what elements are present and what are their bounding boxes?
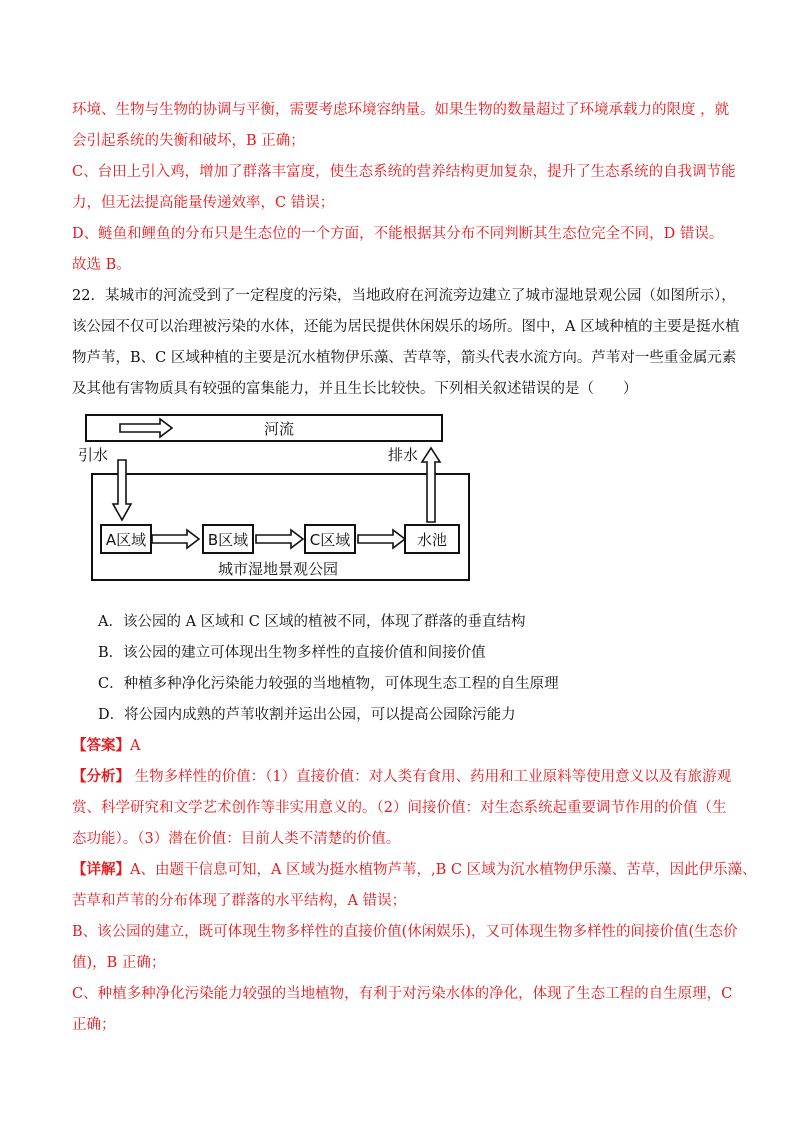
analysis-tag: 【分析】	[72, 768, 130, 785]
answer-line	[72, 736, 140, 756]
pond-box: 水池	[404, 524, 460, 554]
question-stem: 该公园不仅可以治理被污染的水体，还能为居民提供休闲娱乐的场所。图中，A 区域种植的主要是挺水植	[72, 319, 740, 335]
conclusion-line: 故选 B。	[72, 257, 131, 273]
inflow-arrow-icon	[113, 460, 131, 520]
park-label: 城市湿地景观公园	[218, 560, 339, 578]
question-stem: 物芦苇，B、C 区域种植的主要是沉水植物伊乐藻、苦草等，箭头代表水流方向。芦苇对一些重金属元素	[72, 350, 737, 366]
detail-line: 值)，B 正确；	[72, 955, 166, 971]
river-label: 河流	[264, 420, 295, 438]
area-c-box: C区域	[304, 524, 356, 554]
option-b: B．该公园的建立可体现出生物多样性的直接价值和间接价值	[98, 645, 486, 661]
answer-value: A	[130, 738, 141, 754]
option-a: A．该公园的 A 区域和 C 区域的植被不同，体现了群落的垂直结构	[98, 614, 526, 630]
analysis-line: 态功能）。（3）潜在价值：目前人类不清楚的价值。	[72, 831, 401, 847]
explanation-line: 会引起系统的失衡和破坏，B 正确；	[72, 133, 305, 149]
explanation-line: D、鲢鱼和鲤鱼的分布只是生态位的一个方面，不能根据其分布不同判断其生态位完全不同，D 错误。	[72, 226, 724, 242]
question-stem: 及其他有害物质具有较强的富集能力，并且生长比较快。下列相关叙述错误的是（ ）	[72, 381, 638, 397]
answer-tag: 【答案】	[72, 737, 130, 754]
outflow-arrow-icon	[422, 448, 440, 522]
flow-arrow-icon	[256, 530, 303, 548]
analysis-text: 生物多样性的价值：（1）直接价值：对人类有食用、药用和工业原料等使用意义以及有旅游观	[130, 769, 732, 785]
area-b-box: B区域	[202, 524, 254, 554]
analysis-line	[72, 767, 731, 787]
inflow-label: 引水	[78, 446, 109, 464]
flow-arrow-icon	[358, 530, 405, 548]
analysis-line: 赏、科学研究和文学艺术创作等非实用意义的。（2）间接价值：对生态系统起重要调节作用的价值（生	[72, 800, 727, 816]
wetland-park-diagram	[72, 412, 472, 584]
area-a-box: A区域	[100, 524, 152, 554]
detail-line: 正确；	[72, 1017, 116, 1033]
question-stem: 22．某城市的河流受到了一定程度的污染，当地政府在河流旁边建立了城市湿地景观公园（如图所示），	[72, 288, 736, 304]
option-c: C．种植多种净化污染能力较强的当地植物，可体现生态工程的自生原理	[98, 676, 559, 692]
detail-line: C、种植多种净化污染能力较强的当地植物，有利于对污染水体的净化，体现了生态工程的自生原理，C	[72, 986, 733, 1002]
detail-line: 苦草和芦苇的分布体现了群落的水平结构，A 错误；	[72, 893, 407, 909]
flow-arrow-icon	[152, 530, 199, 548]
detail-line	[72, 860, 757, 880]
explanation-line: 力，但无法提高能量传递效率，C 错误；	[72, 195, 335, 211]
explanation-line: C、台田上引入鸡，增加了群落丰富度，使生态系统的营养结构更加复杂，提升了生态系统的自我调节能	[72, 164, 736, 180]
explanation-line: 环境、生物与生物的协调与平衡，需要考虑环境容纳量。如果生物的数量超过了环境承载力的限度 ，就	[72, 102, 730, 118]
detail-text: A、由题干信息可知，A 区域为挺水植物芦苇，,B C 区域为沉水植物伊乐藻、苦草，因此伊乐藻、	[130, 862, 757, 878]
option-d: D．将公园内成熟的芦苇收割并运出公园，可以提高公园除污能力	[98, 707, 516, 723]
outflow-label: 排水	[388, 446, 419, 464]
detail-line: B、该公园的建立，既可体现生物多样性的直接价值(休闲娱乐)，又可体现生物多样性的间接价值(生态价	[72, 924, 738, 940]
detail-tag: 【详解】	[72, 861, 130, 878]
